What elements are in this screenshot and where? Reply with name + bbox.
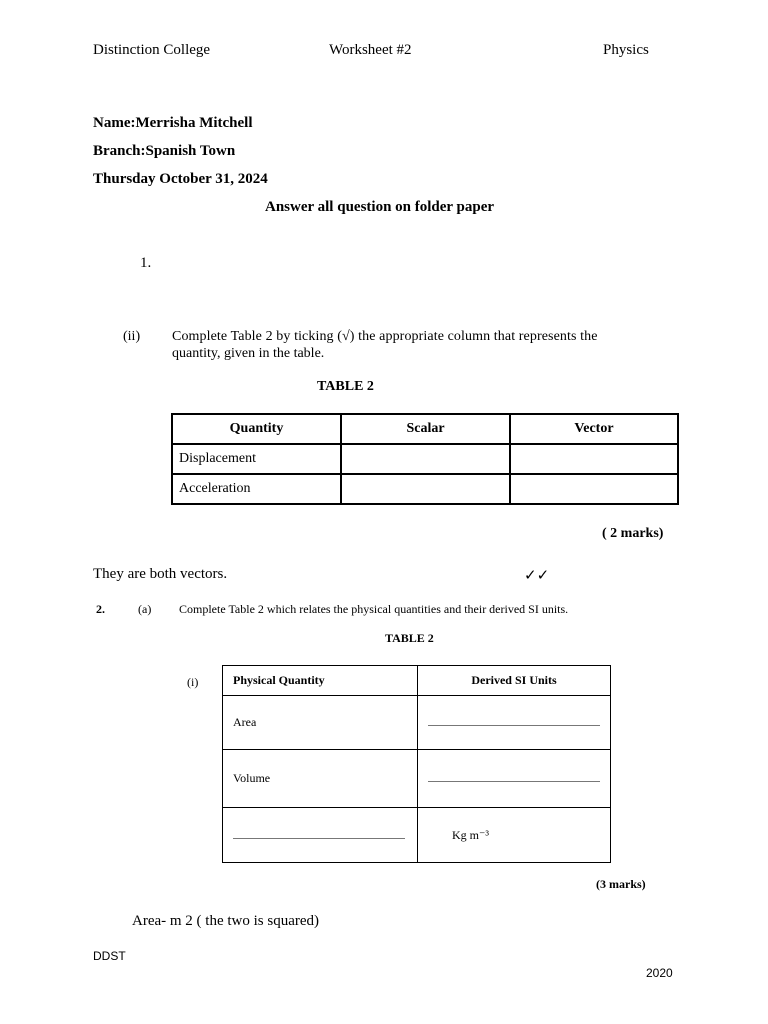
- cell-unit-blank[interactable]: [418, 696, 611, 750]
- cell-quantity: Displacement: [172, 444, 341, 474]
- table-header-row: [172, 414, 678, 444]
- q1-prompt-line-1: Complete Table 2 by ticking (√) the appropriate column that represents the: [172, 329, 598, 344]
- answer-blank-line[interactable]: [233, 828, 405, 839]
- q2-marks: (3 marks): [596, 877, 646, 891]
- header-subject: Physics: [603, 42, 649, 58]
- q1-table: [171, 413, 679, 505]
- student-name: Name:Merrisha Mitchell: [93, 115, 253, 131]
- q1-part-label: (ii): [123, 329, 141, 344]
- q1-answer: They are both vectors.: [93, 566, 228, 582]
- student-branch: Branch:Spanish Town: [93, 143, 236, 159]
- instruction: Answer all question on folder paper: [265, 199, 495, 215]
- header-scalar: Scalar: [341, 414, 510, 444]
- header-college: Distinction College: [93, 42, 211, 58]
- table-row: [223, 696, 611, 750]
- q2-sub-label: (i): [187, 675, 199, 689]
- cell-quantity: Acceleration: [172, 474, 341, 504]
- header-quantity: Quantity: [172, 414, 341, 444]
- cell-unit-blank[interactable]: [418, 750, 611, 808]
- q2-prompt: Complete Table 2 which relates the physical quantities and their derived SI units.: [179, 602, 569, 616]
- q2-table-title: TABLE 2: [385, 631, 434, 645]
- q2-table: [222, 665, 611, 863]
- q1-table-title: TABLE 2: [317, 379, 374, 394]
- table-header-row: [223, 666, 611, 696]
- cell-quantity: Volume: [223, 750, 418, 808]
- cell-unit: Kg m⁻³: [418, 808, 611, 863]
- q2-part-label: (a): [138, 602, 152, 616]
- question-2-number: 2.: [96, 602, 105, 616]
- header-derived-si-units: Derived SI Units: [418, 666, 611, 696]
- header-vector: Vector: [510, 414, 678, 444]
- cell-quantity: Area: [223, 696, 418, 750]
- footer-right: 2020: [646, 966, 673, 980]
- q1-marks: ( 2 marks): [602, 526, 664, 541]
- answer-blank-line[interactable]: [428, 771, 600, 782]
- cell-scalar: [341, 474, 510, 504]
- table-row: [223, 808, 611, 863]
- cell-vector: [510, 474, 678, 504]
- q2-answer: Area- m 2 ( the two is squared): [132, 913, 320, 929]
- table-row: [172, 474, 678, 504]
- cell-scalar: [341, 444, 510, 474]
- cell-quantity-blank[interactable]: [223, 808, 418, 863]
- answer-blank-line[interactable]: [428, 715, 600, 726]
- worksheet-date: Thursday October 31, 2024: [93, 171, 268, 187]
- q1-prompt-line-2: quantity, given in the table.: [172, 346, 325, 361]
- table-row: [172, 444, 678, 474]
- header-worksheet: Worksheet #2: [329, 42, 412, 58]
- tick-marks: ✓✓: [524, 568, 550, 584]
- header-physical-quantity: Physical Quantity: [223, 666, 418, 696]
- question-1-number: 1.: [140, 255, 152, 271]
- footer-left: DDST: [93, 949, 126, 963]
- table-row: [223, 750, 611, 808]
- cell-vector: [510, 444, 678, 474]
